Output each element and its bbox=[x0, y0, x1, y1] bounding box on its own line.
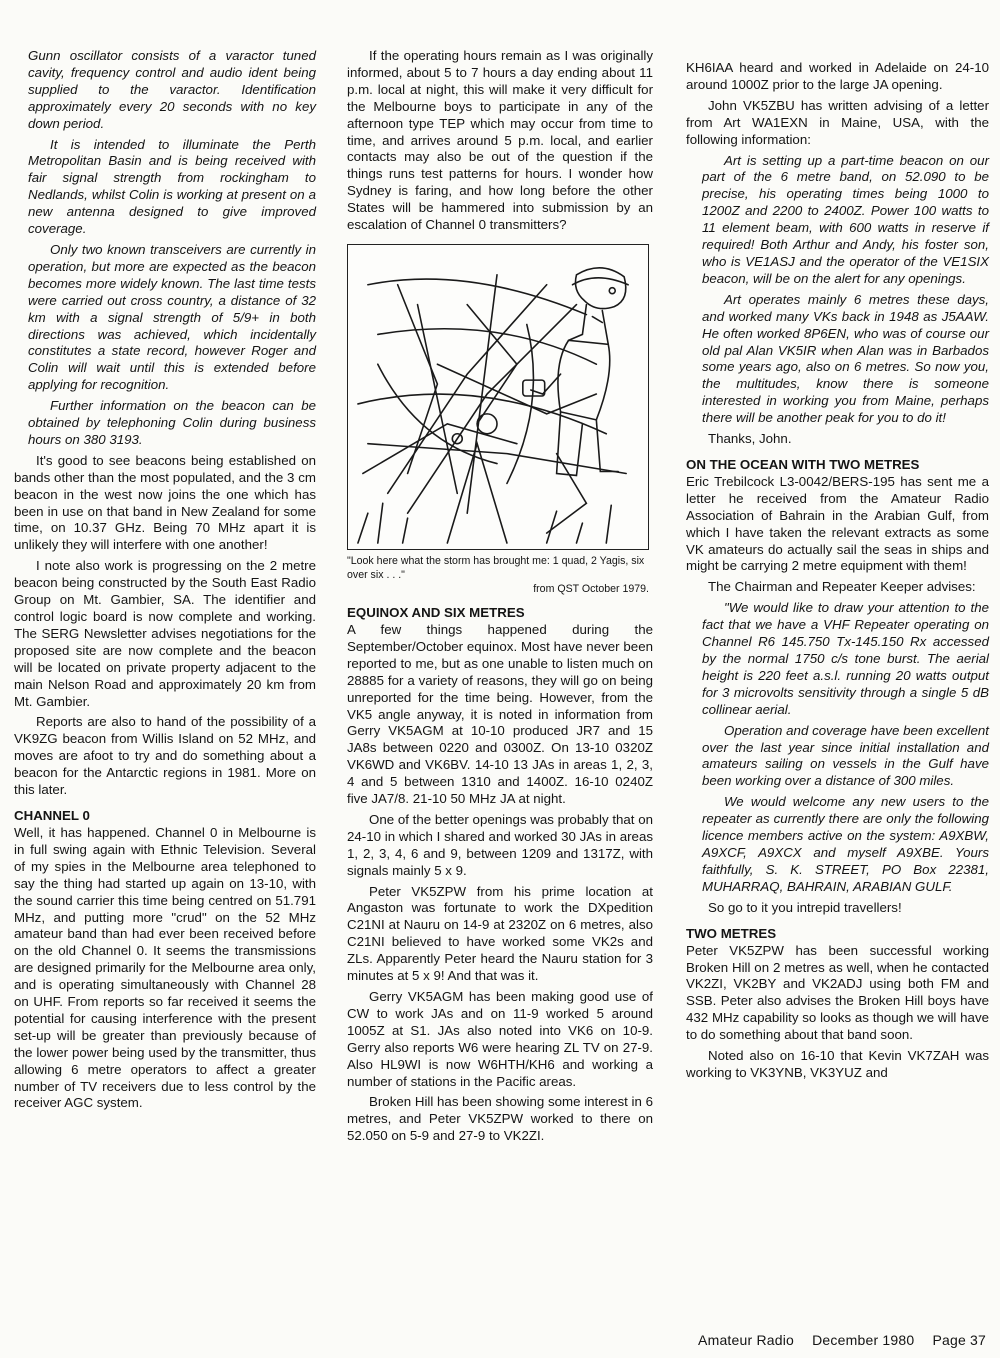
issue-date: December 1980 bbox=[812, 1332, 915, 1348]
paragraph: If the operating hours remain as I was originally informed, about 5 to 7 hours a day ending about 11 p.m. local at night, this will make it very difficult for the Melbourne boys to participate in any of the afternoon type TEP which may occur from time to time, and arrives around 5 p.m. local, and earlier contacts may also be out of the question if the things runs test patterns for hours. I wonder how Sydney is faring, and how long before the other States will be hammered into submission by an escalation of Channel 0 transmitters? bbox=[347, 48, 653, 233]
paragraph: Art operates mainly 6 metres these days, and worked many VKs back in 1948 as J5AAW. He often worked 8P6EN, who was of course our old pal Alan VK5IR when Alan was in Barbados some years ago, also on 6 metres. So now you, the multitudes, know there is someone interested in working you from Maine, perhaps there will be another peak for you to do it! bbox=[702, 291, 989, 426]
paragraph: Noted also on 16-10 that Kevin VK7ZAH was working to VK3YNB, VK3YUZ and bbox=[686, 1048, 989, 1080]
column-middle bbox=[347, 48, 653, 1149]
paragraph: We would welcome any new users to the repeater as currently there are only the following licence members active on the system: A9XBW, A9XCF, A9XCX and myself A9XBE. Yours faithfully, S. K. STREET, PO Box 22381, MUHARRAQ, BAHRAIN, ARABIAN GULF. bbox=[702, 794, 989, 894]
cartoon-credit: from QST October 1979. bbox=[533, 582, 649, 595]
section-heading: EQUINOX AND SIX METRES bbox=[347, 604, 525, 620]
paragraph: One of the better openings was probably that on 24-10 in which I shared and worked 30 JAs in areas 1, 2, 3, 4, 6 and 9, between 1209 and 1317Z, with signals mainly 5 x 9. bbox=[347, 811, 653, 878]
paragraph: John VK5ZBU has written advising of a letter from Art WA1EXN in Maine, USA, with the following information: bbox=[686, 97, 989, 147]
cartoon-drawing bbox=[348, 245, 648, 549]
column-right bbox=[686, 60, 989, 1086]
section-heading: CHANNEL 0 bbox=[14, 807, 90, 823]
paragraph: Thanks, John. bbox=[708, 431, 792, 447]
paragraph: Peter VK5ZPW has been successful working Broken Hill on 2 metres as well, when he contacted VK2ZI, VK2BY and VK2ADJ using both FM and SSB. Peter also advises the Broken Hill boys have 432 MHz capability so looks as though we will have to do something about that band soon. bbox=[686, 942, 989, 1043]
page-footer bbox=[684, 1332, 986, 1348]
paragraph: Well, it has happened. Channel 0 in Melbourne is in full swing again with Ethnic Television. Several of my spies in the Melbourne area telephoned to say the thing had started up again on 13-10, with the sound carrier this time being centred on 51.791 MHz, and putting more "crud" on the 52 MHz amateur band than had ever been received before on the old Channel 0. It seems the transmissions are designed primarily for the Melbourne area only, and is operating simultaneously with Channel 28 on UHF. From reports so far received it seems the potential for causing interference with the present set-up will be greater than previously because of the lower power being used by the transmitter, thus allowing 6 metre operators to affect a greater number of TV receivers due to less control by the receiver AGC system. bbox=[14, 824, 316, 1111]
paragraph: Only two known transceivers are currently in operation, but more are expected as the beacon becomes more widely known. The last time tests were carried out cross country, a distance of 32 km with a signal strength of 5/9+ in both directions was achieved, which incidentally constitutes a state record, however Roger and Colin will wait until this is extended before applying for recognition. bbox=[28, 241, 316, 393]
paragraph: Gunn oscillator consists of a varactor tuned cavity, frequency control and audio ident being supplied to the varactor. Identification approximately every 20 seconds with no key down period. bbox=[28, 48, 316, 131]
paragraph: The Chairman and Repeater Keeper advises: bbox=[708, 579, 976, 595]
paragraph: It's good to see beacons being established on bands other than the most populated, and the 3 cm beacon in the west now joins the one which has been in use on that band in New Zealand for some time, on 10.37 GHz. Being 70 MHz apart it is unlikely they will interfere with one another! bbox=[14, 452, 316, 553]
paragraph: A few things happened during the September/October equinox. Most have never been reported to me, but as one unable to listen much on 28885 for a variety of reasons, they will go on being unreported for the time being. However, from the VK5 angle anyway, it is noted in information from Gerry VK5AGM at 10-10 produced JR7 and 15 JA8s between 0220 and 0300Z. On 13-10 0320Z VK6WD and VK6BV. 14-10 13 JAs in areas 1, 2, 3, 4 and 5 between 1310 and 1400Z. 16-10 0240Z five JA7/8. 21-10 50 MHz JA at night. bbox=[347, 621, 653, 807]
paragraph: Reports are also to hand of the possibility of a VK9ZG beacon from Willis Island on 52 MHz, and moves are afoot to try and do something about a beacon for the Antarctic regions in 1981. More on this later. bbox=[14, 714, 316, 798]
paragraph: Eric Trebilcock L3-0042/BERS-195 has sent me a letter he received from the Amateur Radio Association of Bahrain in the Arabian Gulf, from which I have taken the relevant extracts as some VK amateurs do actually sail the seas in ships and might be carrying 2 metre equipment with them! bbox=[686, 473, 989, 574]
paragraph: It is intended to illuminate the Perth Metropolitan Basin and is being received with fair signal strength from rockingham to Nedlands, whilst Colin is working at present on a new antenna designed to give improved coverage. bbox=[28, 136, 316, 237]
page-number: Page 37 bbox=[932, 1332, 986, 1348]
publication-name: Amateur Radio bbox=[698, 1332, 795, 1348]
paragraph: Art is setting up a part-time beacon on our part of the 6 metre band, on 52.090 to be precise, his operating times being 1000 to 1200Z and 2200 to 2400Z. Power 100 watts to 11 element beam, with 600 watts in reserve if required! Both Arthur and Andy, his foster son, who is VE1ASJ and the operator of the VE1SIX beacon, will be on the alert for any openings. bbox=[702, 152, 989, 286]
paragraph: Broken Hill has been showing some interest in 6 metres, and Peter VK5ZPW worked to there on 52.050 on 5-9 and 27-9 to VK2ZI. bbox=[347, 1094, 653, 1144]
paragraph: Gerry VK5AGM has been making good use of CW to work JAs and on 11-9 worked 5 around 1005Z at S1. JAs also noted into VK6 on 10-9. Gerry also reports W6 were hearing ZL TV on 27-9. Also HL9WI is now W6HTH/KH6 and working a number of stations in the Pacific areas. bbox=[347, 989, 653, 1089]
paragraph: So go to it you intrepid travellers! bbox=[708, 899, 902, 915]
paragraph: I note also work is progressing on the 2 metre beacon being constructed by the South East Radio Group on Mt. Gambier, SA. The identifier and control logic board is now complete and working. The SERG Newsletter advises negotiations for the proposed site are now complete and the beacon will be located on private property adjacent to the main Nelson Road and approximately 20 km from Mt. Gambier. bbox=[14, 558, 316, 709]
section-heading: TWO METRES bbox=[686, 925, 777, 941]
cartoon-illustration bbox=[347, 244, 649, 550]
section-heading: ON THE OCEAN WITH TWO METRES bbox=[686, 456, 920, 472]
paragraph: Peter VK5ZPW from his prime location at Angaston was fortunate to work the DXpedition C21NI at Nauru on 14-9 at 2320Z on 6 metres, also C21NI believed to have worked some VK2s and ZLs. Apparently Peter heard the Nauru station for 3 minutes at 5 x 9! And that was it. bbox=[347, 883, 653, 984]
paragraph: KH6IAA heard and worked in Adelaide on 24-10 around 1000Z prior to the large JA opening. bbox=[686, 60, 989, 92]
column-left bbox=[14, 48, 316, 1116]
paragraph: Operation and coverage have been excellent over the last year since initial installation and amateurs sailing on vessels in the Gulf have been working over a distance of 300 miles. bbox=[702, 722, 989, 789]
paragraph: "We would like to draw your attention to the fact that we have a VHF Repeater operating on Channel R6 145.750 Tx-145.150 Rx accessed by the normal 1750 c/s tone burst. The aerial height is 220 feet a.s.l. running 20 watts output for 3 microvolts sensitivity through a single 5 dB collinear aerial. bbox=[702, 600, 989, 717]
cartoon-caption: "Look here what the storm has brought me: 1 quad, 2 Yagis, six over six . . ." bbox=[347, 554, 645, 581]
paragraph: Further information on the beacon can be obtained by telephoning Colin during business hours on 380 3193. bbox=[28, 398, 316, 447]
